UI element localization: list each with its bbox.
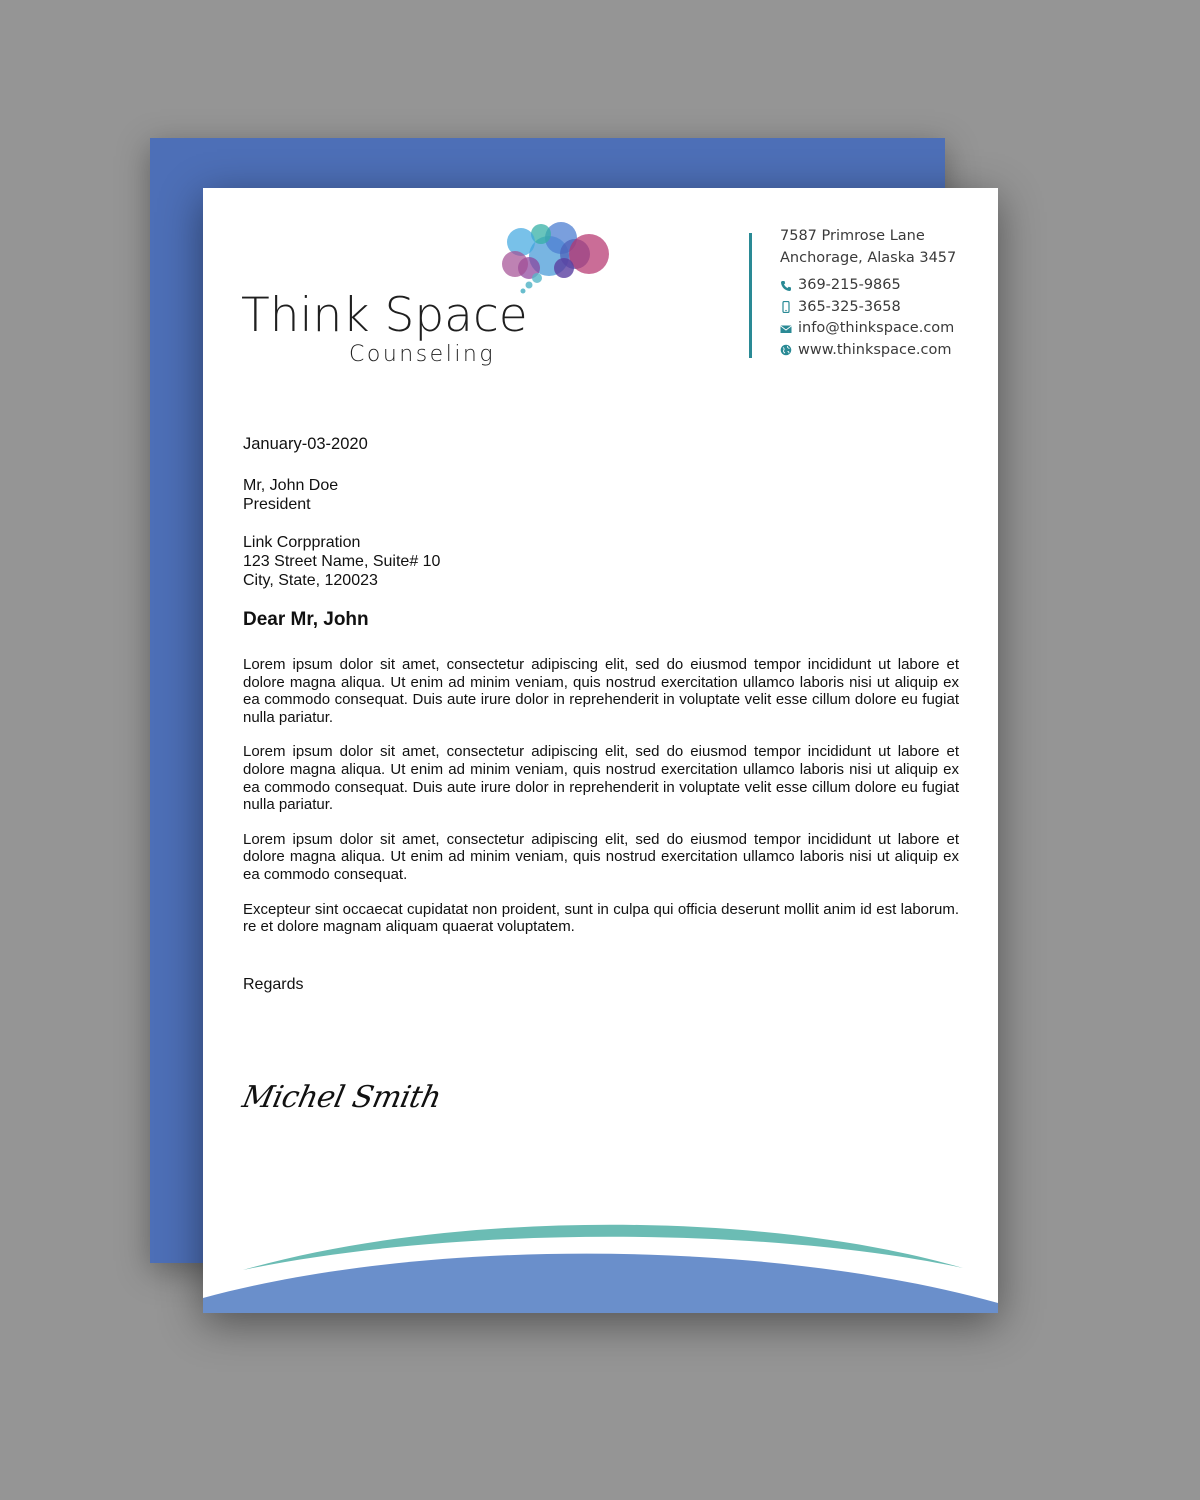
company-address2: City, State, 120023 bbox=[243, 572, 378, 589]
address-line2: Anchorage, Alaska 3457 bbox=[780, 249, 957, 266]
contact-phone bbox=[780, 275, 956, 297]
recipient-name: Mr, John Doe bbox=[243, 477, 339, 494]
globe-icon bbox=[780, 344, 792, 356]
phone-number: 369-215-9865 bbox=[798, 277, 901, 293]
closing: Regards bbox=[243, 976, 304, 993]
contact-email bbox=[780, 318, 956, 340]
letterhead-page bbox=[203, 188, 998, 1313]
logo bbox=[241, 216, 601, 376]
recipient-block bbox=[243, 476, 959, 514]
mail-icon bbox=[780, 323, 792, 335]
phone-icon bbox=[780, 280, 792, 292]
paragraph: Lorem ipsum dolor sit amet, consectetur adipiscing elit, sed do eiusmod tempor incididunt ut labore et dolore magna aliqua. Ut enim ad minim veniam, quis nostrud exercitation ullamco laboris nisi ut aliquip ex ea commodo consequat. Duis aute irure dolor in reprehenderit in voluptate velit esse cillum dolore eu fugiat nulla pariatur. bbox=[243, 656, 959, 726]
letter-body bbox=[243, 656, 959, 953]
contact-block bbox=[780, 226, 956, 361]
logo-tagline: Counseling bbox=[349, 342, 496, 367]
mobile-icon bbox=[780, 301, 792, 313]
footer-wave bbox=[203, 1218, 998, 1313]
signature: Michel Smith bbox=[239, 1080, 445, 1115]
contact-website bbox=[780, 340, 956, 362]
paragraph: Lorem ipsum dolor sit amet, consectetur adipiscing elit, sed do eiusmod tempor incididunt ut labore et dolore magna aliqua. Ut enim ad minim veniam, quis nostrud exercitation ullamco laboris nisi ut aliquip ex ea commodo consequat. bbox=[243, 830, 959, 883]
company-address1: 123 Street Name, Suite# 10 bbox=[243, 553, 441, 570]
address-line1: 7587 Primrose Lane bbox=[780, 228, 925, 244]
address bbox=[780, 226, 956, 269]
salutation: Dear Mr, John bbox=[243, 609, 369, 630]
company-name: Link Corppration bbox=[243, 534, 361, 551]
company-block bbox=[243, 533, 959, 590]
letter-date: January-03-2020 bbox=[243, 435, 368, 453]
email-address: info@thinkspace.com bbox=[798, 320, 955, 336]
recipient-title: President bbox=[243, 496, 311, 513]
contact-mobile bbox=[780, 297, 956, 319]
paragraph: Excepteur sint occaecat cupidatat non proident, sunt in culpa qui officia deserunt mollit anim id est laborum. re et dolore magnam aliquam quaerat voluptatem. bbox=[243, 900, 959, 936]
paragraph: Lorem ipsum dolor sit amet, consectetur adipiscing elit, sed do eiusmod tempor incididunt ut labore et dolore magna aliqua. Ut enim ad minim veniam, quis nostrud exercitation ullamco laboris nisi ut aliquip ex ea commodo consequat. Duis aute irure dolor in reprehenderit in voluptate velit esse cillum dolore eu fugiat nulla pariatur. bbox=[243, 743, 959, 814]
logo-name: Think Space bbox=[241, 288, 528, 343]
contact-divider bbox=[749, 233, 752, 358]
website-url: www.thinkspace.com bbox=[798, 341, 952, 358]
mobile-number: 365-325-3658 bbox=[798, 298, 901, 315]
